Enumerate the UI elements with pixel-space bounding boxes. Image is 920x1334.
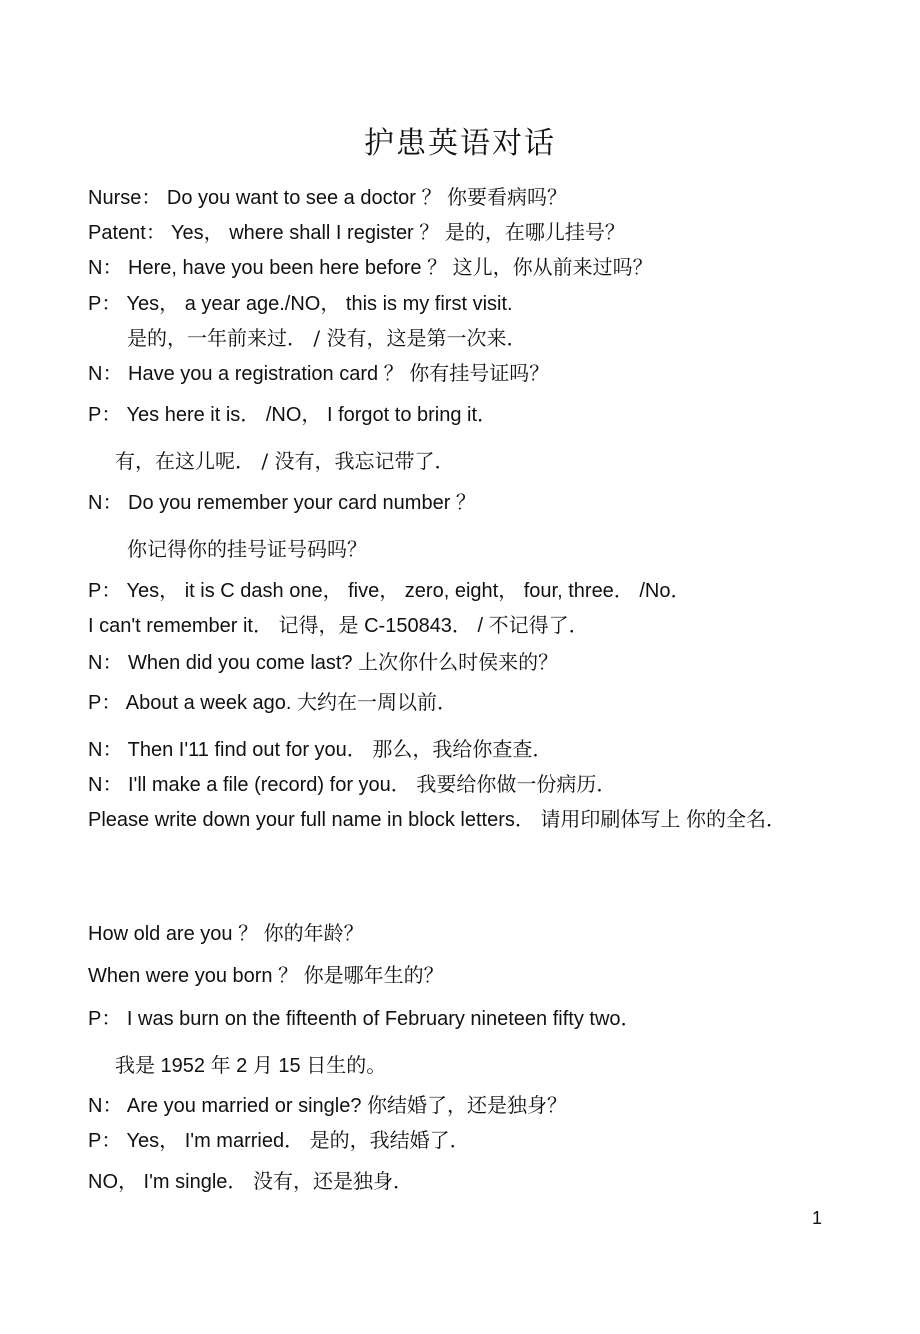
dialogue-line: I can't remember it． 记得，是 C-150843． / 不记得了． [88,615,589,637]
dialogue-line: P： Yes here it is． /NO， I forgot to bring it． [88,404,498,426]
dialogue-line: N： When did you come last? 上次你什么时侯来的？ [88,652,559,674]
dialogue-line: Patent： Yes， where shall I register ？ 是的，在哪儿挂号？ [88,222,625,244]
dialogue-line: N： Do you remember your card number ？ [88,492,476,514]
translation-line: 是的，一年前来过． / 没有，这是第一次来． [127,326,527,350]
page-title: 护患英语对话 [364,126,556,161]
dialogue-line: P： About a week ago. 大约在一周以前． [88,692,458,714]
dialogue-line: P： Yes， I'm married． 是的，我结婚了． [88,1130,470,1152]
dialogue-line: Nurse： Do you want to see a doctor ？ 你要看病吗？ [88,187,568,209]
page-number: 1 [811,1208,822,1228]
dialogue-line: N： Then I'11 find out for you． 那么，我给你查查． [88,739,553,761]
dialogue-line: P： I was burn on the fifteenth of February nineteen fifty two． [88,1008,641,1030]
translation-line: 你记得你的挂号证号码吗？ [127,537,367,561]
dialogue-line: NO， I'm single． 没有，还是独身． [88,1171,413,1193]
dialogue-line: N： Have you a registration card ？ 你有挂号证吗？ [88,363,550,385]
dialogue-line: N： I'll make a file (record) for you． 我要给你做一份病历． [88,774,617,796]
translation-line: 我是 1952 年 2 月 15 日生的。 [115,1055,387,1077]
dialogue-line: N： Here, have you been here before ？ 这儿，你从前来过吗？ [88,257,653,279]
dialogue-line: N： Are you married or single? 你结婚了，还是独身？ [88,1095,568,1117]
dialogue-line: Please write down your full name in block letters． 请用印刷体写上 你的全名． [88,809,786,831]
dialogue-line: How old are you ？ 你的年龄？ [88,923,364,945]
translation-line: 有，在这儿呢． / 没有，我忘记带了． [115,449,455,473]
dialogue-line: When were you born ？ 你是哪年生的？ [88,965,444,987]
dialogue-line: P： Yes， it is C dash one， five， zero, eight， four, three． /No． [88,580,691,602]
dialogue-line: P： Yes， a year age./NO， this is my first visit. [88,293,513,315]
